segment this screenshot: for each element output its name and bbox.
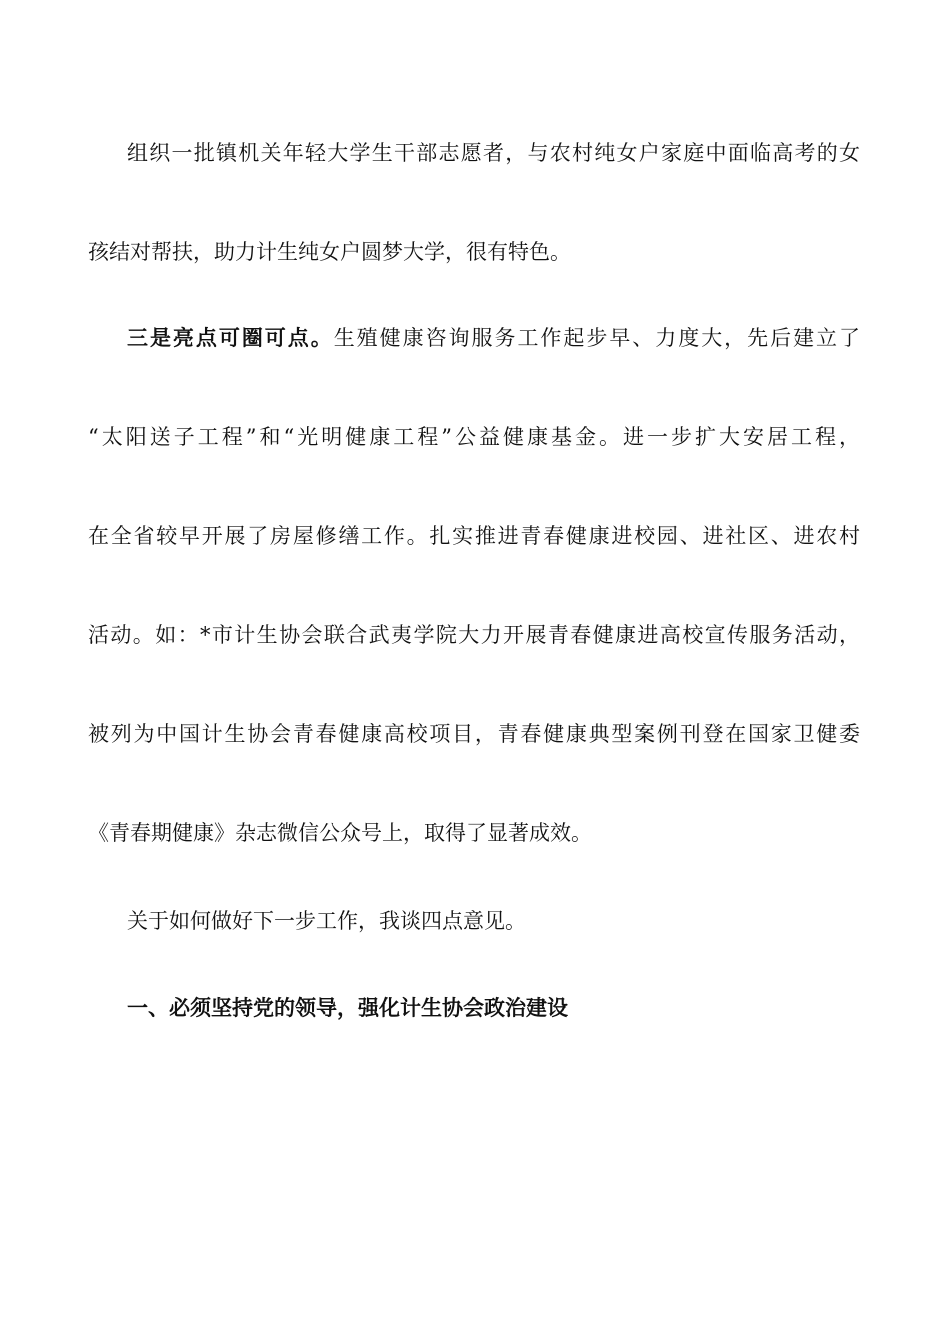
paragraph-line: 关于如何做好下一步工作，我谈四点意见。 [127,909,526,933]
paragraph-line: 在全省较早开展了房屋修缮工作。扎实推进青春健康进校园、进社区、进农村 [88,524,860,548]
paragraph-line: “太阳送子工程”和“光明健康工程”公益健康基金。进一步扩大安居工程， [88,425,860,449]
paragraph-line: 《青春期健康》杂志微信公众号上，取得了显著成效。 [88,821,592,845]
highlight-heading: 三是亮点可圈可点。 [127,325,334,350]
paragraph-line: 活动。如：*市计生协会联合武夷学院大力开展青春健康进高校宣传服务活动， [88,623,860,647]
paragraph-line: 孩结对帮扶，助力计生纯女户圆梦大学，很有特色。 [88,240,571,264]
highlight-text: 生殖健康咨询服务工作起步早、力度大，先后建立了 [333,326,860,350]
section-heading: 一、必须坚持党的领导，强化计生协会政治建设 [127,995,568,1020]
paragraph-line: 被列为中国计生协会青春健康高校项目，青春健康典型案例刊登在国家卫健委 [88,722,860,746]
paragraph-line: 组织一批镇机关年轻大学生干部志愿者，与农村纯女户家庭中面临高考的女 [127,141,860,165]
paragraph-line [127,323,860,353]
